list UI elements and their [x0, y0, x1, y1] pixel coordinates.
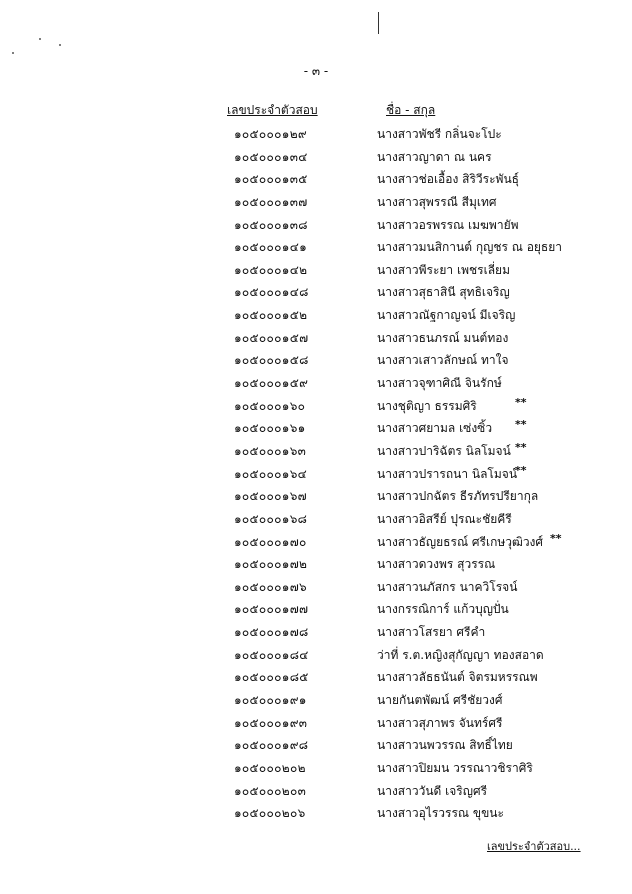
candidate-name: นางกรรณิการ์ แก้วบุญปั่น [377, 602, 509, 617]
exam-id: ๑๐๕๐๐๐๑๓๕ [234, 172, 308, 187]
table-row [0, 170, 632, 193]
candidate-name: นางสาวดวงพร สุวรรณ [377, 557, 496, 572]
asterisk-mark: ** [515, 395, 527, 409]
table-row [0, 736, 632, 759]
exam-id: ๑๐๕๐๐๐๑๓๔ [234, 149, 308, 164]
table-row [0, 465, 632, 488]
candidate-name: นางสาวญาดา ณ นคร [377, 149, 492, 164]
table-row [0, 261, 632, 284]
exam-id: ๑๐๕๐๐๐๑๖๐ [234, 398, 306, 413]
exam-id: ๑๐๕๐๐๐๑๕๒ [234, 308, 308, 323]
table-row [0, 442, 632, 465]
candidate-name: นางสาวอุไรวรรณ ขุขนะ [377, 806, 504, 821]
table-row [0, 804, 632, 827]
exam-id: ๑๐๕๐๐๐๑๙๑ [234, 693, 307, 708]
continuation-note: เลขประจำตัวสอบ... [487, 840, 581, 853]
exam-id: ๑๐๕๐๐๐๑๒๙ [234, 127, 308, 141]
header-exam-id: เลขประจำตัวสอบ [227, 103, 318, 117]
candidate-name: นางสาวมนสิกานต์ กุญชร ณ อยุธยา [377, 240, 563, 255]
asterisk-mark: ** [515, 463, 527, 477]
table-row [0, 533, 632, 556]
candidate-name: นางสาวนพวรรณ สิทธิ์ไทย [377, 738, 513, 753]
top-mark [378, 12, 379, 34]
exam-id: ๑๐๕๐๐๐๑๖๗ [234, 489, 307, 504]
exam-id: ๑๐๕๐๐๐๑๖๑ [234, 421, 306, 436]
exam-id: ๑๐๕๐๐๐๑๗๘ [234, 625, 309, 640]
table-row [0, 578, 632, 601]
scan-speck [59, 44, 61, 46]
candidate-name: นางสาวปาริฉัตร นิลโมจน์ [377, 443, 511, 458]
table-row [0, 623, 632, 646]
scan-speck [12, 52, 14, 54]
table-row [0, 419, 632, 442]
candidate-name: นางชุติญา ธรรมศิริ [377, 398, 477, 413]
asterisk-mark: ** [550, 531, 562, 545]
exam-id: ๑๐๕๐๐๐๑๘๕ [234, 670, 309, 685]
candidate-name: นางสาวเสาวลักษณ์ ทาใจ [377, 353, 509, 368]
asterisk-mark: ** [515, 418, 527, 432]
candidate-name: นางสาวธนภรณ์ มนต์ทอง [377, 330, 509, 345]
candidate-name: นางสาวพัชรี กลิ่นจะโปะ [377, 127, 502, 141]
candidate-name: นางสาวสุพรรณี สีมุเทศ [377, 194, 497, 209]
exam-id: ๑๐๕๐๐๐๑๖๓ [234, 443, 307, 458]
header-full-name: ชื่อ - สกุล [386, 103, 436, 117]
exam-id: ๑๐๕๐๐๐๑๔๒ [234, 262, 308, 277]
candidate-name: นางสาวช่อเอื้อง สิริวีระพันธุ์ [377, 172, 519, 187]
exam-id: ๑๐๕๐๐๐๑๗๐ [234, 534, 307, 549]
exam-id: ๑๐๕๐๐๐๑๕๙ [234, 376, 309, 391]
exam-id: ๑๐๕๐๐๐๒๐๖ [234, 806, 306, 821]
candidate-name: นางสาวปิยมน วรรณาวชิราศิริ [377, 760, 533, 775]
table-row [0, 125, 632, 148]
table-row [0, 714, 632, 737]
table-row [0, 374, 632, 397]
candidate-name: นางสาวโสรยา ศรีคำ [377, 625, 486, 640]
table-row [0, 238, 632, 261]
candidate-name: นางสาวจุฑาศิณี จินรักษ์ [377, 376, 502, 391]
exam-id: ๑๐๕๐๐๐๒๐๓ [234, 783, 307, 798]
table-row [0, 668, 632, 691]
exam-id: ๑๐๕๐๐๐๑๕๗ [234, 330, 309, 345]
candidate-name: นางสาวสุภาพร จันทร์ศรี [377, 715, 503, 730]
scan-speck [39, 38, 41, 40]
candidate-name: นางสาวนภัสกร นาควิโรจน์ [377, 579, 518, 594]
asterisk-mark: ** [515, 440, 527, 454]
candidate-name: นางสาวธัญยธรณ์ ศรีเกษวุฒิวงศ์ [377, 534, 544, 549]
candidate-name: นางสาวพีระยา เพชรเลี่ยม [377, 262, 510, 277]
exam-id: ๑๐๕๐๐๐๑๘๔ [234, 647, 309, 662]
table-row [0, 283, 632, 306]
table-row [0, 193, 632, 216]
exam-id: ๑๐๕๐๐๐๑๙๓ [234, 715, 308, 730]
candidate-name: นางสาวปกฉัตร ธีรภัทรปรียากุล [377, 489, 539, 504]
candidate-list [0, 125, 632, 827]
table-row [0, 691, 632, 714]
table-row [0, 148, 632, 171]
candidate-name: นางสาวศยามล เซ่งซิ้ว [377, 421, 493, 436]
table-row [0, 600, 632, 623]
table-row [0, 329, 632, 352]
candidate-name: นางสาวสุธาสินี สุทธิเจริญ [377, 285, 510, 300]
table-row [0, 759, 632, 782]
table-row [0, 646, 632, 669]
exam-id: ๑๐๕๐๐๐๑๔๘ [234, 285, 309, 300]
exam-id: ๑๐๕๐๐๐๑๓๗ [234, 194, 308, 209]
candidate-name: นางสาวณัฐกาญจน์ มีเจริญ [377, 308, 516, 323]
candidate-name: นางสาวลัธธนันต์ จิตรมหรรณพ [377, 670, 538, 685]
page-number: - ๓ - [303, 64, 329, 78]
candidate-name: นางสาวอรพรรณ เมฆพายัพ [377, 217, 519, 232]
exam-id: ๑๐๕๐๐๐๑๔๑ [234, 240, 308, 255]
table-row [0, 782, 632, 805]
exam-id: ๑๐๕๐๐๐๑๙๘ [234, 738, 309, 753]
table-row [0, 306, 632, 329]
table-row [0, 351, 632, 374]
exam-id: ๑๐๕๐๐๐๑๗๖ [234, 579, 307, 594]
candidate-name: นางสาววันดี เจริญศรี [377, 783, 488, 798]
exam-id: ๑๐๕๐๐๐๑๖๔ [234, 466, 308, 481]
candidate-name: นายกันตพัฒน์ ศรีชัยวงศ์ [377, 693, 503, 708]
table-row [0, 555, 632, 578]
exam-id: ๑๐๕๐๐๐๑๓๘ [234, 217, 308, 232]
exam-id: ๑๐๕๐๐๐๑๗๒ [234, 557, 308, 572]
table-row [0, 216, 632, 239]
table-row [0, 510, 632, 533]
exam-id: ๑๐๕๐๐๐๑๗๗ [234, 602, 309, 617]
candidate-name: นางสาวปรารถนา นิลโมจน์ [377, 466, 518, 481]
exam-id: ๑๐๕๐๐๐๑๖๘ [234, 511, 308, 526]
table-row [0, 487, 632, 510]
candidate-name: ว่าที่ ร.ต.หญิงสุกัญญา ทองสอาด [377, 647, 544, 662]
candidate-name: นางสาวอิสรีย์ ปุรณะชัยคีรี [377, 511, 512, 526]
exam-id: ๑๐๕๐๐๐๑๕๘ [234, 353, 309, 368]
table-row [0, 397, 632, 420]
exam-id: ๑๐๕๐๐๐๒๐๒ [234, 760, 306, 775]
